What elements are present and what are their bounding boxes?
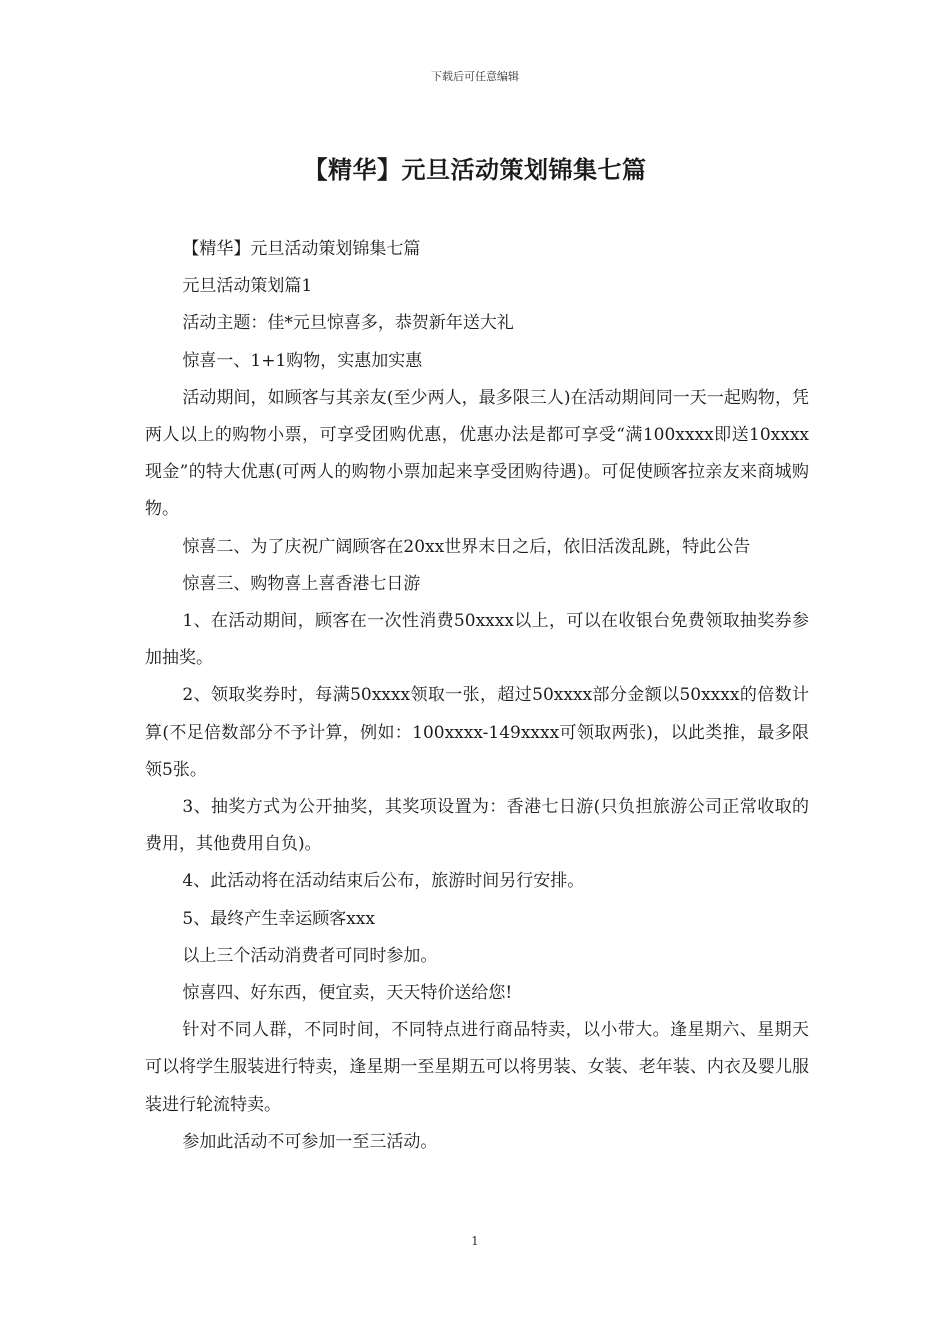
paragraph: 惊喜三、购物喜上喜香港七日游: [182, 573, 421, 594]
paragraph: 参加此活动不可参加一至三活动。: [182, 1131, 438, 1152]
paragraph: 3、抽奖方式为公开抽奖，其奖项设置为：香港七日游(只负担旅游公司正常收取的费用，其他费用自负)。: [145, 797, 809, 855]
paragraph: 活动期间，如顾客与其亲友(至少两人，最多限三人)在活动期间同一天一起购物，凭两人以上的购物小票，可享受团购优惠，优惠办法是都可享受“满100xxxx即送10xxxx现金”的特大优惠(可两人的购物小票加起来享受团购待遇)。可促使顾客拉亲友来商城购物。: [145, 387, 809, 520]
paragraph: 5、最终产生幸运顾客xxx: [182, 908, 375, 929]
paragraph: 活动主题：佳*元旦惊喜多，恭贺新年送大礼: [182, 313, 514, 334]
page-number: 1: [471, 1234, 479, 1248]
paragraph: 4、此活动将在活动结束后公布，旅游时间另行安排。: [182, 871, 585, 892]
paragraph: 以上三个活动消费者可同时参加。: [182, 945, 438, 966]
paragraph: 惊喜一、1+1购物，实惠加实惠: [182, 350, 423, 371]
paragraph: 惊喜二、为了庆祝广阔顾客在20xx世界末日之后，依旧活泼乱跳，特此公告: [182, 536, 751, 557]
document-body: [145, 231, 809, 1161]
paragraph: 针对不同人群，不同时间，不同特点进行商品特卖，以小带大。逢星期六、星期天可以将学生服装进行特卖，逢星期一至星期五可以将男装、女装、老年装、内衣及婴儿服装进行轮流特卖。: [145, 1020, 809, 1115]
paragraph: 元旦活动策划篇1: [182, 276, 313, 297]
paragraph: 惊喜四、好东西，便宜卖，天天特价送给您!: [182, 983, 513, 1004]
header-note: 下载后可任意编辑: [431, 70, 519, 83]
paragraph: 2、领取奖券时，每满50xxxx领取一张，超过50xxxx部分金额以50xxxx的倍数计算(不足倍数部分不予计算，例如：100xxxx-149xxxx可领取两张)，以此类推，最多限领5张。: [145, 685, 809, 780]
paragraph: 【精华】元旦活动策划锦集七篇: [182, 239, 421, 259]
paragraph: 1、在活动期间，顾客在一次性消费50xxxx以上，可以在收银台免费领取抽奖券参加抽奖。: [145, 611, 809, 669]
document-title: 【精华】元旦活动策划锦集七篇: [303, 155, 647, 184]
